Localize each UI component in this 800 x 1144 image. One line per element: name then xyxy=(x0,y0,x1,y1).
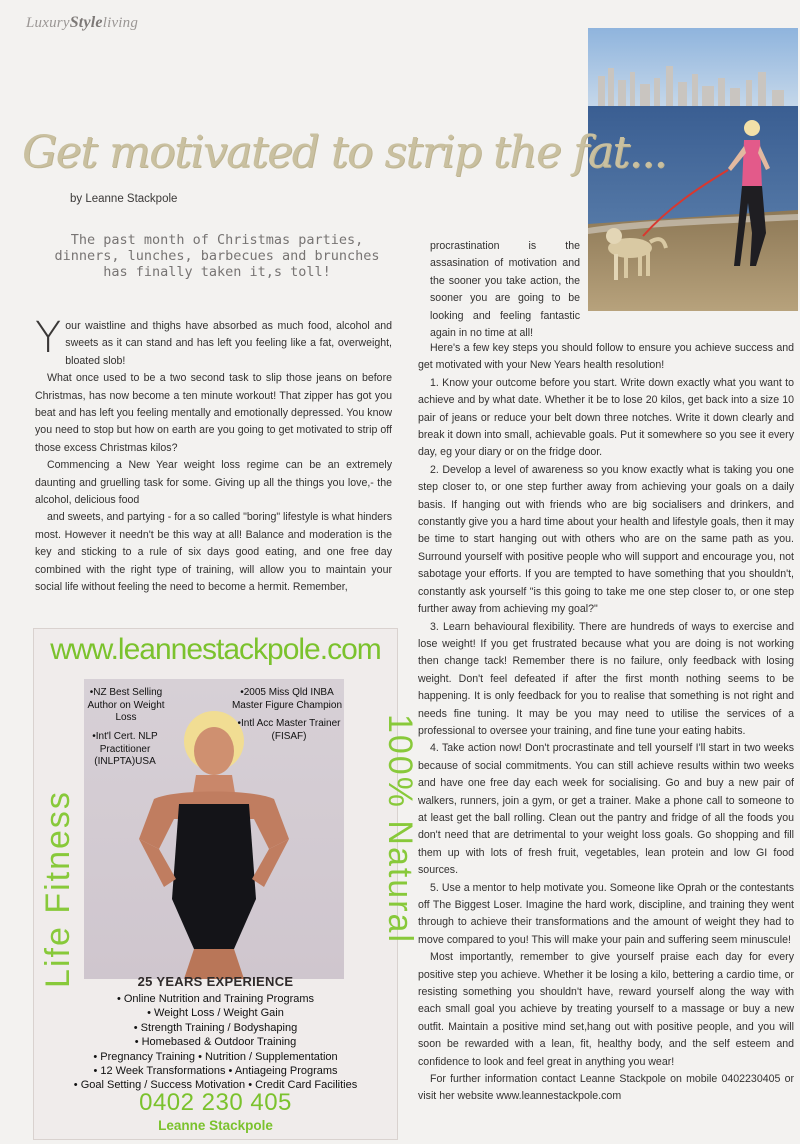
left-column xyxy=(35,313,392,597)
paragraph: What once used to be a two second task to slip those jeans on before Christmas, has now become a ten minute workout! That zipper has got you beat and has left you feeling mentally and emotionally depressed. You know you need to stop but how on earth are you going to get motivated to strip off those excess Christmas kilos? xyxy=(35,372,392,454)
right-column xyxy=(418,340,794,1106)
ad-service-item: • Online Nutrition and Training Programs xyxy=(116,993,315,1005)
masthead-suffix: living xyxy=(102,15,139,31)
byline: by Leanne Stackpole xyxy=(70,193,178,205)
ad-services-list xyxy=(34,992,397,1093)
ad-url: www.leannestackpole.com xyxy=(50,633,381,666)
ad-service-item: • 12 Week Transformations • Antiageing Programs xyxy=(93,1065,338,1078)
paragraph: Most importantly, remember to give yourself praise each day for every positive step you achieve. Whether it be losing a kilo, bettering a cardio time, or resisting something you shouldn't have, reward yourself along the way with each small goal you achieve by treating yourself to a massage or buy a new outfit. Maintain a positive mind set,hang out with positive people, and you will soon be rewarded with a lean, fit, healthy body, and the self esteem and confidence to look and feel great in anything you wear! xyxy=(418,951,794,1068)
paragraph: 1. Know your outcome before you start. Write down exactly what you want to achieve and by what date. Whether it be to lose 20 kilos, get back into a size 10 pair of jeans or reduce your belt down three notches. Write it down clearly and break it down into small, achievable goals. Put it somewhere so you see it every day, eg your diary or on the fridge door. xyxy=(418,376,794,459)
ad-credential: •Intl Acc Master Trainer (FISAF) xyxy=(237,718,341,742)
ad-service-item: • Pregnancy Training • Nutrition / Supplementation xyxy=(93,1050,338,1063)
paragraph: 2. Develop a level of awareness so you know exactly what is taking you one step closer to, or one step further away from achieving your goals on a daily basis. If hanging out with friends who are big socialisers and drinkers, and constantly give you a hard time about your health and lifestyle goals, then it may be time to start hanging out with others who are on the same path as you. Surround yourself with positive people who will support and encourage you, not sabotage your efforts. If you are tempted to have something that you shouldn't, constantly ask yourself "is this going to take me one step closer to, or one step further away from achieving my goal?" xyxy=(418,463,794,616)
ad-credential: •Int'l Cert. NLP Practitioner (INLPTA)USA xyxy=(92,731,158,767)
paragraph: Here's a few key steps you should follow to ensure you achieve success and get motivated with your New Years health resolution! xyxy=(418,342,794,372)
pull-quote: The past month of Christmas parties, dinners, lunches, barbecues and brunches has finally taken it,s toll! xyxy=(54,232,380,280)
drop-cap: Y xyxy=(35,313,62,363)
paragraph: 4. Take action now! Don't procrastinate and tell yourself I'll start in two weeks because of social commitments. You can still achieve results within two weeks and have one free day each week for socialising. Go and buy a new pair of walkers, runners, join a gym, or get a trainer. Make a phone call to someone to at least get the ball rolling. Clean out the pantry and fridge of all the foods you don't need that are detrimental to your weight loss goals. Go shopping and fill them up with lots of fresh fruit, vegetables, lean protein and low GI food sources. xyxy=(418,742,794,877)
ad-service-item: • Homebased & Outdoor Training xyxy=(134,1036,297,1049)
right-column-top: procrastination is the assasination of motivation and the sooner you take action, the sooner you are going to be looking and feeling fantastic again in no time at all! xyxy=(430,240,580,340)
paragraph: For further information contact Leanne Stackpole on mobile 0402230405 or visit her website www.leannestackpole.com xyxy=(418,1073,794,1103)
ad-credential: •2005 Miss Qld INBA Master Figure Champion xyxy=(231,687,343,711)
paragraph-text: our waistline and thighs have absorbed as much food, alcohol and sweets as it can stand and has left you feeling like a fat, overweight, bloated slob! xyxy=(65,320,392,367)
paragraph: Commencing a New Year weight loss regime can be an extremely daunting and gruelling task for some. Giving up all the things you love,- the alcohol, delicious food xyxy=(35,459,392,507)
ad-service-item: • Strength Training / Bodyshaping xyxy=(133,1021,298,1034)
ad-service-item: • Goal Setting / Success Motivation • Credit Card Facilities xyxy=(73,1079,358,1092)
ad-name: Leanne Stackpole xyxy=(158,1118,273,1133)
ad-service-item: • Weight Loss / Weight Gain xyxy=(147,1007,284,1020)
paragraph: 5. Use a mentor to help motivate you. Someone like Oprah or the contestants off The Biggest Loser. Imagine the hard work, discipline, and training they went through to achieve their transformations and the amount of weight they had to move compared to you! This will make your pain and suffering seem minuscule! xyxy=(418,881,794,946)
ad-side-right: 100% Natural xyxy=(381,713,419,944)
masthead-prefix: Luxury xyxy=(26,15,70,31)
ad-side-left: Life Fitness xyxy=(39,790,77,988)
ad-phone: 0402 230 405 xyxy=(139,1089,292,1116)
masthead-bold: Style xyxy=(69,14,103,31)
paragraph: and sweets, and partying - for a so called "boring" lifestyle is what hinders most. However it needn't be this way at all! Balance and moderation is the key and sticking to a rule of six days good eating, and one free day combined with the right type of training, will allow you to maintain your social life without feeling the need to become a hermit. Remember, xyxy=(35,511,392,594)
ad-credential: •NZ Best Selling Author on Weight Loss xyxy=(87,687,165,723)
headline: Get motivated to strip the fat... xyxy=(22,127,667,178)
paragraph xyxy=(35,313,392,370)
advertisement xyxy=(33,628,419,1140)
paragraph: 3. Learn behavioural flexibility. There are hundreds of ways to exercise and lose weight! If you get frustrated because what you are doing is not working then change tack! Remember there is no failure, only feedback with losing weight. Don't feel defeated if after the first month nothing seems to be happening. It is only feedback for you to realise that something is not right and needs fine tuning. It may be you may need to utilise the services of a professional to oversee your training, and fine tune your eating habits. xyxy=(418,620,794,737)
ad-years-experience: 25 YEARS EXPERIENCE xyxy=(137,974,294,989)
masthead xyxy=(26,14,138,32)
